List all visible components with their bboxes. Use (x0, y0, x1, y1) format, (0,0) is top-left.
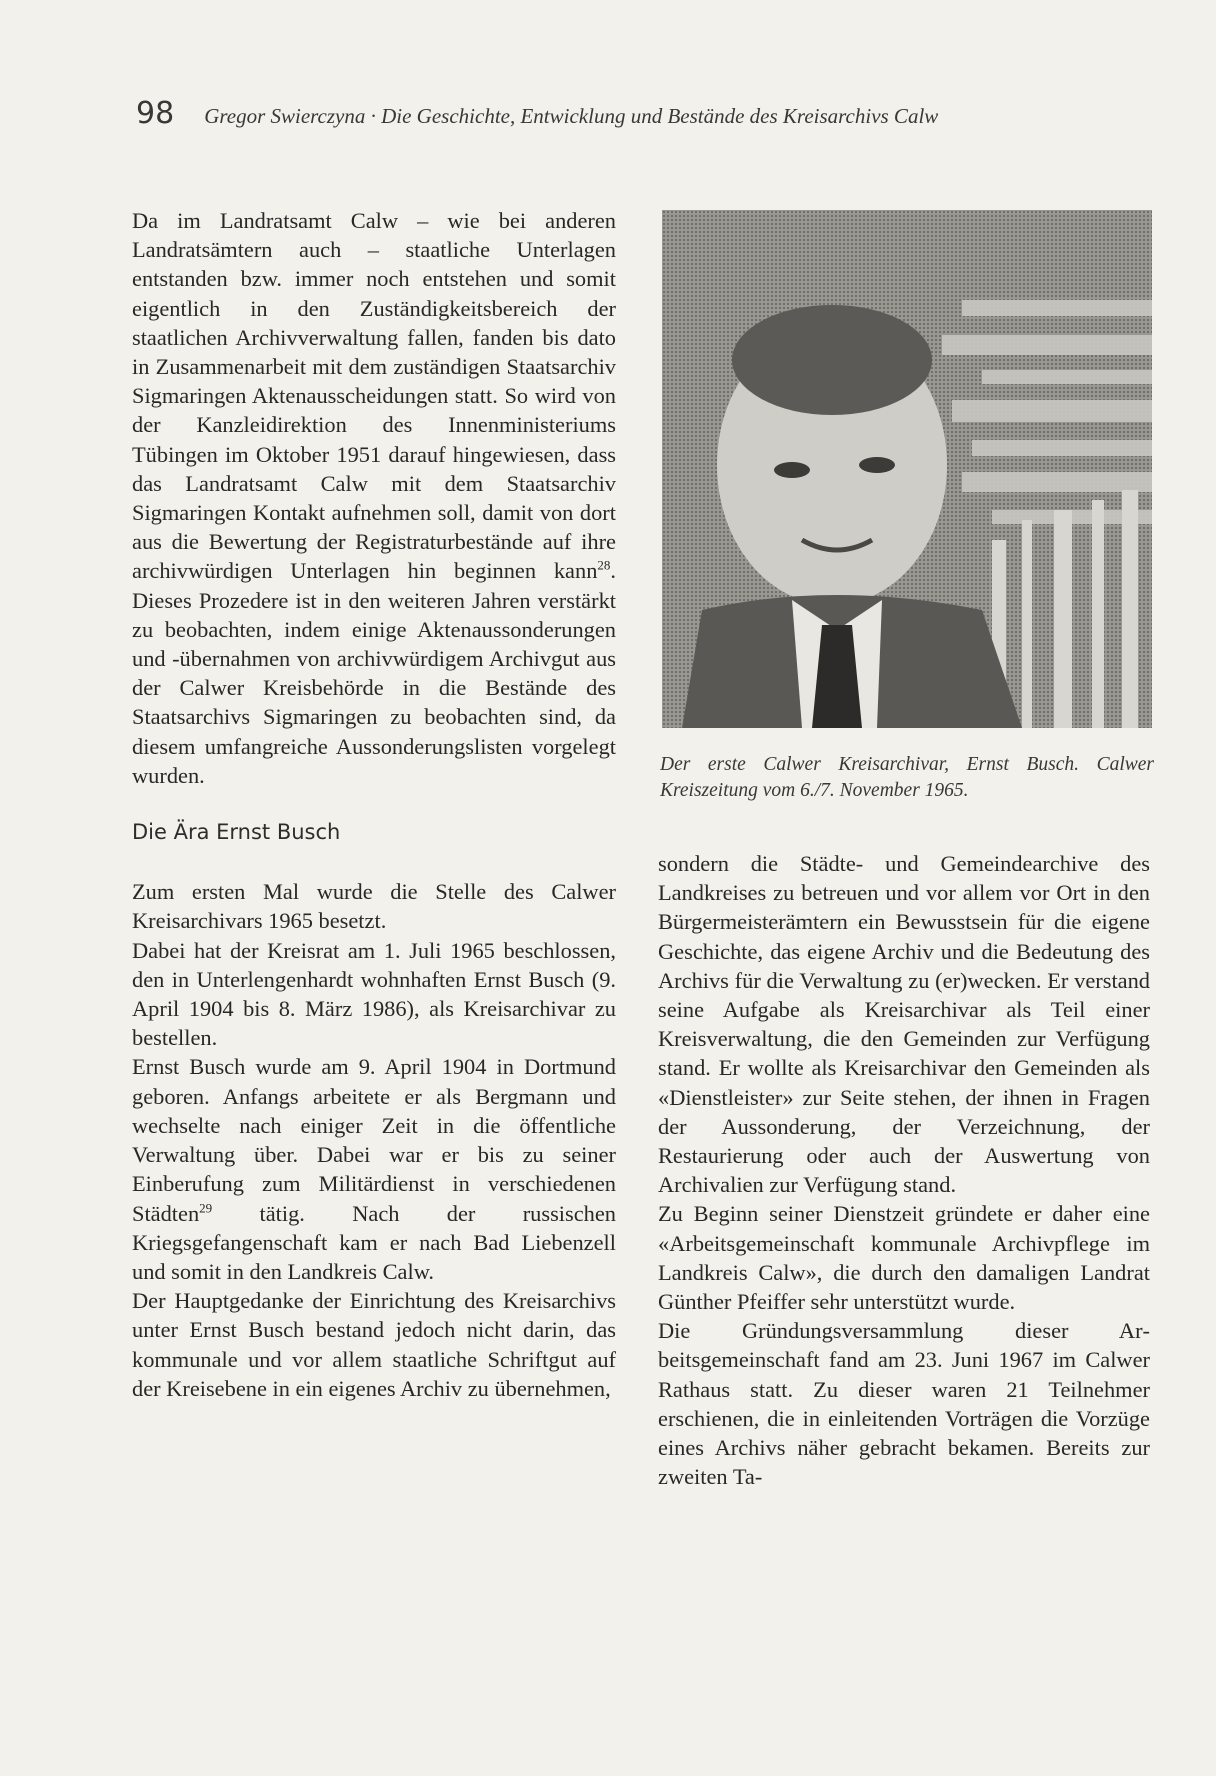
page-number: 98 (136, 96, 175, 131)
left-column (132, 206, 616, 1403)
paragraph-text: Da im Landratsamt Calw – wie bei anderen Landratsämtern auch – staatliche Unterlagen entstanden bzw. immer noch entstehen und somit eigentlich in den Zuständigkeitsbereich der staatlichen Archivverwaltung fallen, fanden bis dato in Zusammenarbeit mit dem zuständigen Staatsarchiv Sigmaringen Aktenausscheidungen statt. So wird von der Kanzleidirektion des Innenministeriums Tübingen im Oktober 1951 darauf hingewiesen, dass das Landratsamt Calw mit dem Staatsarchiv Sigmaringen Kontakt aufnehmen soll, damit von dort aus die Bewertung der Registraturbestände auf ihre archivwürdigen Unterlagen hin beginnen kann (132, 208, 616, 584)
footnote-ref: 29 (199, 1200, 213, 1216)
running-header (136, 96, 1096, 131)
paragraph (132, 206, 616, 790)
paragraph: Die Gründungsversammlung dieser Arbeitsgemeinschaft fand am 23. Juni 1967 im Calwer Rathaus statt. Zu dieser waren 21 Teilnehmer erschienen, die in einleitenden Vorträgen die Vorzüge eines Archivs näher gebracht bekamen. Bereits zur zweiten Ta- (658, 1318, 1150, 1490)
paragraph-text: Ernst Busch wurde am 9. April 1904 in Dortmund geboren. Anfangs arbeitete er als Bergmann und wechselte nach einiger Zeit in die öffentliche Verwaltung über. Dabei war er bis zu seiner Einberufung zum Militärdienst in verschiedenen Städten (132, 1054, 616, 1226)
portrait-image (662, 210, 1152, 728)
figure-caption: Der erste Calwer Kreisarchivar, Ernst Busch. Calwer Kreiszeitung vom 6./7. November 1965. (660, 754, 1154, 801)
paragraph: sondern die Städte- und Gemeindearchive des Landkreises zu betreuen und vor allem vor Ort in den Bürgermeisterämtern ein Bewusstsein für die eigene Geschichte, das eigene Archiv und die Bedeutung des Archivs für die Verwaltung zu (er)wecken. Er verstand seine Aufgabe als Kreisarchivar als Teil einer Kreisverwaltung, die den Gemeinden zur Verfügung stand. Er wollte als Kreisarchivar den Gemeinden als «Dienstleister» zur Seite stehen, der ihnen in Fragen der Aussonderung, der Verzeichnung, der Restaurierung oder auch der Auswertung von Archivalien zur Verfügung stand. (658, 851, 1150, 1198)
paragraph: Zu Beginn seiner Dienstzeit gründete er daher eine «Arbeitsgemeinschaft kommunale Archivpflege im Landkreis Calw», die durch den damaligen Landrat Günther Pfeiffer sehr unterstützt wurde. (658, 1201, 1150, 1315)
running-head: Gregor Swierczyna · Die Geschichte, Entwicklung und Bestände des Kreisarchivs Calw (204, 104, 939, 128)
paragraph (132, 1052, 616, 1286)
paragraph: Zum ersten Mal wurde die Stelle des Calwer Kreisarchivars 1965 besetzt. (132, 879, 616, 934)
paragraph: Dabei hat der Kreisrat am 1. Juli 1965 beschlossen, den in Unterlengenhardt wohnhaften Ernst Busch (9. April 1904 bis 8. März 1986), als Kreisarchivar zu bestellen. (132, 937, 616, 1051)
paragraph-text: . Dieses Prozedere ist in den weiteren Jahren verstärkt zu beobachten, indem einige Aktenaussonderungen und -übernahmen von archivwürdigem Archivgut aus der Calwer Kreisbehörde in die Bestände des Staatsarchivs Sigmaringen zu beobachten sind, da diesem umfangreiche Aussonderungslisten vorgelegt wurden. (132, 558, 616, 788)
section-heading: Die Ära Ernst Busch (132, 820, 341, 845)
paragraph-text: tätig. Nach der russischen Kriegsgefangenschaft kam er nach Bad Liebenzell und somit in den Landkreis Calw. (132, 1200, 616, 1284)
portrait-photo (662, 210, 1152, 728)
footnote-ref: 28 (597, 557, 611, 573)
right-column (658, 849, 1150, 1491)
paragraph: Der Hauptgedanke der Einrichtung des Kreisarchivs unter Ernst Busch bestand jedoch nicht darin, das kommunale und vor allem staatliche Schriftgut auf der Kreisebene in ein eigenes Archiv zu übernehmen, (132, 1288, 616, 1401)
